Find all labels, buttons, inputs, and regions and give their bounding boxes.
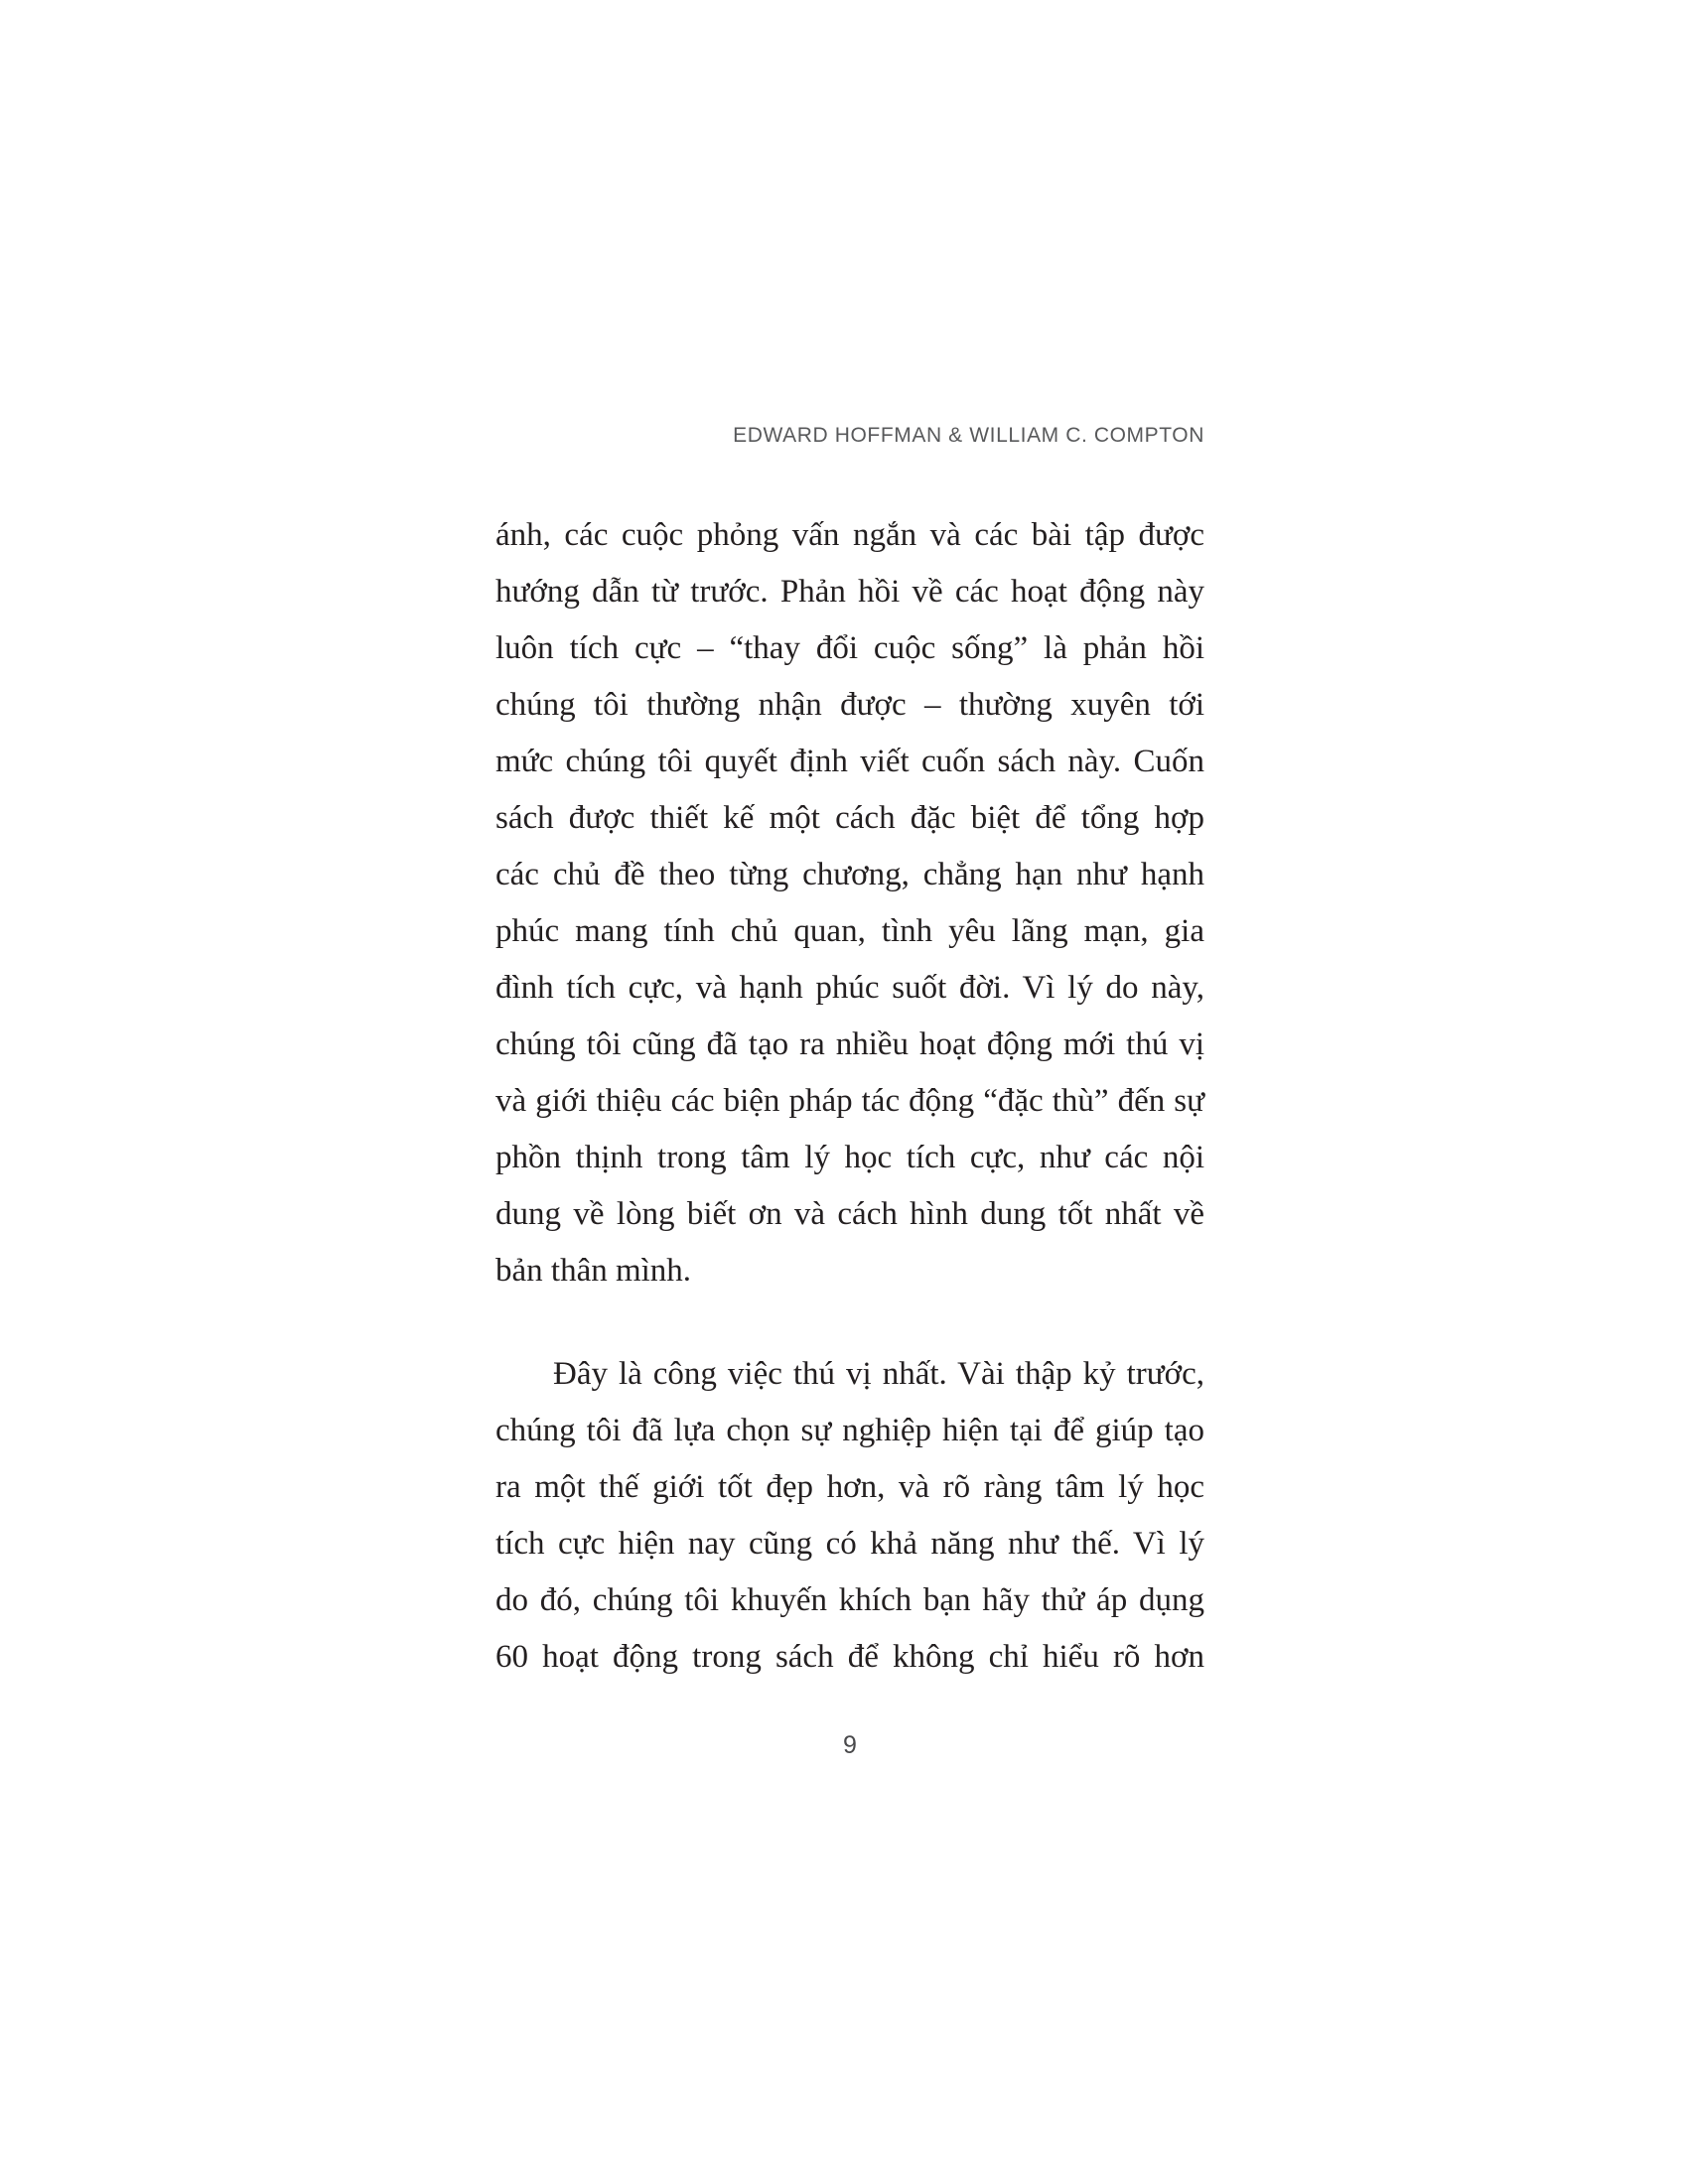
running-header: EDWARD HOFFMAN & WILLIAM C. COMPTON [733,424,1204,447]
text-line: tích cực hiện nay cũng có khả năng như thế. Vì lý [495,1526,1204,1562]
text-line: ra một thế giới tốt đẹp hơn, và rõ ràng tâm lý học [495,1469,1204,1505]
text-line: mức chúng tôi quyết định viết cuốn sách này. Cuốn [495,744,1204,779]
page-number: 9 [843,1731,857,1759]
text-line: chúng tôi cũng đã tạo ra nhiều hoạt động mới thú vị [495,1026,1204,1062]
text-line: bản thân mình. [495,1253,692,1289]
paragraph [495,507,1204,1299]
text-line: Đây là công việc thú vị nhất. Vài thập kỷ trước, [553,1356,1204,1392]
text-line: chúng tôi thường nhận được – thường xuyên tới [495,687,1204,723]
text-line: sách được thiết kế một cách đặc biệt để tổng hợp [495,800,1204,836]
text-line: ánh, các cuộc phỏng vấn ngắn và các bài tập được [495,517,1204,553]
text-line: chúng tôi đã lựa chọn sự nghiệp hiện tại để giúp tạo [495,1413,1204,1448]
paragraph [495,1346,1204,1686]
text-line: các chủ đề theo từng chương, chẳng hạn như hạnh [495,857,1204,892]
text-line: dung về lòng biết ơn và cách hình dung tốt nhất về [495,1196,1204,1232]
body-text [495,507,1204,1686]
text-line: 60 hoạt động trong sách để không chỉ hiểu rõ hơn [495,1639,1204,1675]
text-line: đình tích cực, và hạnh phúc suốt đời. Vì lý do này, [495,970,1204,1006]
text-line: hướng dẫn từ trước. Phản hồi về các hoạt động này [495,574,1204,610]
text-line: và giới thiệu các biện pháp tác động “đặc thù” đến sự [495,1083,1204,1119]
text-line: phồn thịnh trong tâm lý học tích cực, như các nội [495,1140,1204,1175]
text-line: do đó, chúng tôi khuyến khích bạn hãy thử áp dụng [495,1582,1204,1618]
text-line: phúc mang tính chủ quan, tình yêu lãng mạn, gia [495,913,1204,949]
text-line: luôn tích cực – “thay đổi cuộc sống” là phản hồi [495,630,1204,666]
